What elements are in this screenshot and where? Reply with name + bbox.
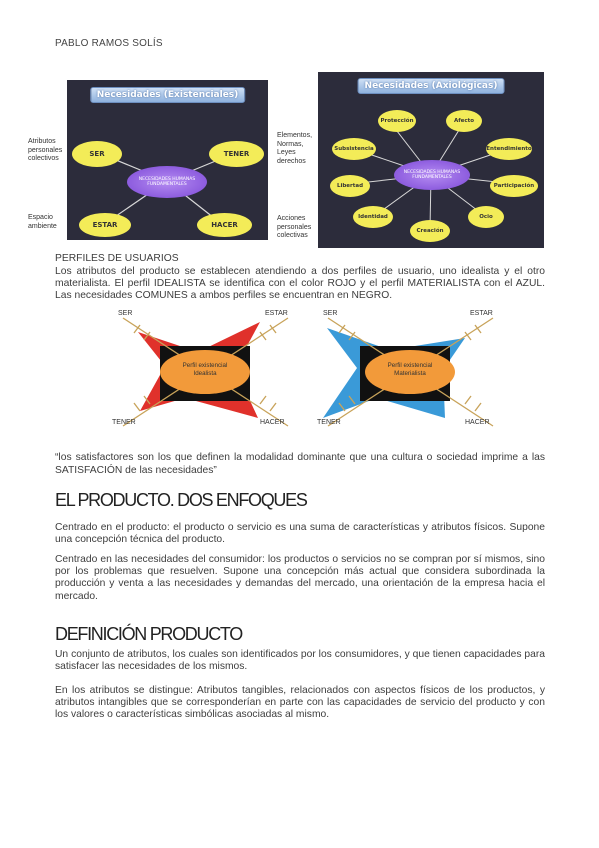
core-needs-oval: NECESIDADES HUMANAS FUNDAMENTALES [127, 166, 207, 198]
section-title-definicion: DEFINICIÓN PRODUCTO [55, 624, 242, 644]
right-side-bottom-label: Acciones personales colectivas [277, 215, 312, 239]
node-afecto: Afecto [446, 110, 482, 132]
axiological-needs-diagram [318, 72, 544, 248]
core-needs-oval: NECESIDADES HUMANAS FUNDAMENTALES [394, 160, 470, 190]
section2-paragraph-1: Un conjunto de atributos, los cuales son identificados por los consumidores, y que tienen capacidades para satisfacer las necesidades de los mismos. [55, 649, 545, 673]
idealist-center-label: Perfil existencial Idealista [182, 362, 228, 377]
left-side-bottom-label: Espacio ambiente [28, 214, 57, 230]
node-proteccion: Protección [378, 110, 416, 132]
node-libertad: Libertad [330, 175, 370, 197]
diagram-title: Necesidades (Existenciales) [90, 87, 246, 103]
author-name: PABLO RAMOS SOLÍS [55, 38, 163, 49]
diagram-title: Necesidades (Axiológicas) [358, 78, 505, 94]
section-title-enfoques: EL PRODUCTO. DOS ENFOQUES [55, 490, 307, 510]
materialist-center-label: Perfil existencial Materialista [387, 362, 433, 377]
materialist-profile-diagram [315, 308, 505, 433]
label-hacer: HACER [260, 419, 285, 426]
node-entendimiento: Entendimiento [486, 138, 532, 160]
section2-paragraph-2: En los atributos se distingue: Atributos tangibles, relacionados con aspectos físicos de los productos, y atributos intangibles que se corresponderían en parte con las capacidades de servicio del producto y con los valores o características simbólicas asociadas al mismo. [55, 685, 545, 721]
label-estar: ESTAR [265, 310, 288, 317]
node-ocio: Ocio [468, 206, 504, 228]
left-side-top-label: Atributos personales colectivos [28, 138, 63, 162]
node-tener: TENER [209, 141, 264, 167]
label-ser: SER [118, 310, 133, 317]
node-participacion: Participación [490, 175, 538, 197]
label-tener: TENER [112, 419, 136, 426]
section1-paragraph-1: Centrado en el producto: el producto o servicio es una suma de características y atributos físicos. Supone una concepción técnica del producto. [55, 522, 545, 546]
label-tener: TENER [317, 419, 341, 426]
label-hacer: HACER [465, 419, 490, 426]
node-subsistencia: Subsistencia [332, 138, 376, 160]
perfiles-heading: PERFILES DE USUARIOS [55, 253, 179, 264]
node-ser: SER [72, 141, 122, 167]
label-estar: ESTAR [470, 310, 493, 317]
right-side-top-label: Elementos, Normas, Leyes derechos [277, 132, 313, 165]
label-ser: SER [323, 310, 338, 317]
node-identidad: Identidad [353, 206, 393, 228]
quote-text: “los satisfactores son los que definen la modalidad dominante que una cultura o sociedad imprime a las SATISFACIÓN de las necesidades” [55, 452, 545, 476]
idealist-profile-diagram [110, 308, 300, 433]
section1-paragraph-2: Centrado en las necesidades del consumidor: los productos o servicios no se compran por sí mismos, sino por los problemas que resuelven. Supone una concepción más actual que considera subordinada la producción y venta a las necesidades y demandas del mercado, una orientación de la empresa hacia el mercado. [55, 554, 545, 602]
node-creacion: Creación [410, 220, 450, 242]
existential-needs-diagram [67, 80, 268, 240]
perfiles-paragraph: Los atributos del producto se establecen atendiendo a dos perfiles de usuario, uno idealista y el otro materialista. El perfil IDEALISTA se identifica con el color ROJO y el perfil MATERIALISTA con el AZUL. Las necesidades COMUNES a ambos perfiles se encuentran en NEGRO. [55, 266, 545, 302]
node-estar: ESTAR [79, 213, 131, 237]
node-hacer: HACER [197, 213, 252, 237]
